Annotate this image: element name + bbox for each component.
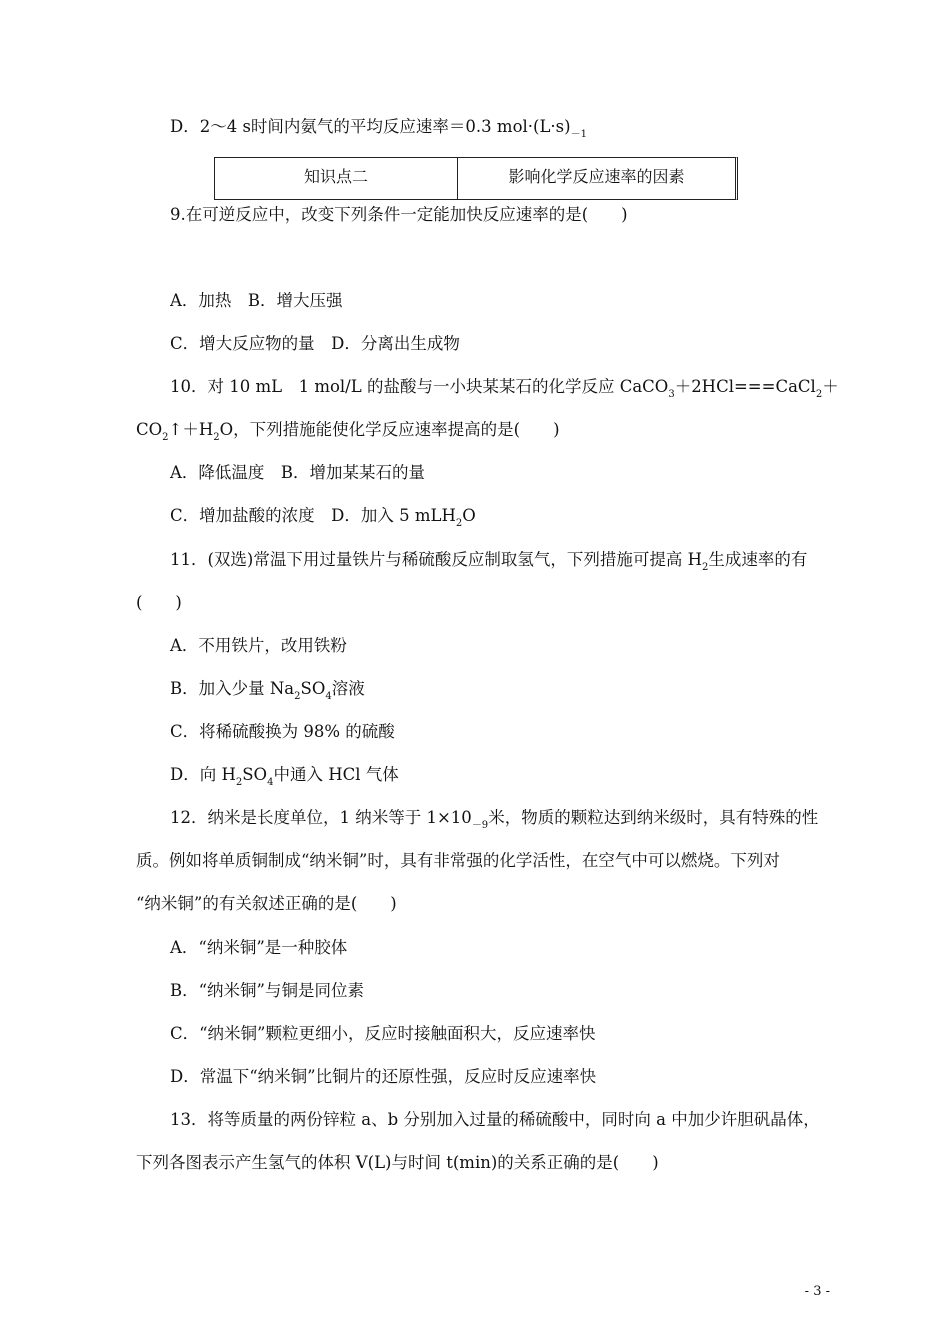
- q12-option-a: A．“纳米铜”是一种胶体: [170, 938, 348, 957]
- q10-stem-line1: 10．对 10 mL 1 mol/L 的盐酸与一小块某某石的化学反应 CaCO$_3$＋2HCl===CaCl$_2$＋: [170, 377, 839, 400]
- table-cell-topic: 影响化学反应速率的因素: [508, 167, 685, 186]
- q13-stem-line1: 13．将等质量的两份锌粒 a、b 分别加入过量的稀硫酸中，同时向 a 中加少许胆矾晶体，: [170, 1110, 820, 1129]
- q11-option-b: B．加入少量 $Na_2SO_4$溶液: [170, 679, 365, 702]
- q10-stem-line2: $CO_2↑+H_2O$，下列措施能使化学反应速率提高的是( ): [136, 420, 560, 443]
- q12-stem-line3: “纳米铜”的有关叙述正确的是( ): [136, 894, 397, 913]
- q10-options-cd: C．增加盐酸的浓度 D．加入 5 mLH$_2$O: [170, 506, 476, 529]
- q12-option-b: B．“纳米铜”与铜是同位素: [170, 981, 364, 1000]
- q12-stem-line2: 质。例如将单质铜制成“纳米铜”时，具有非常强的化学活性，在空气中可以燃烧。下列对: [136, 851, 780, 870]
- q9-stem: 9.在可逆反应中，改变下列条件一定能加快反应速率的是( ): [170, 205, 628, 224]
- q12-option-d: D．常温下“纳米铜”比铜片的还原性强，反应时反应速率快: [170, 1067, 597, 1086]
- q9-options-ab: A．加热 B．增大压强: [170, 291, 343, 310]
- q8-option-d: D．2～4 s时间内氨气的平均反应速率＝0.3 $mol\cdot(L\cdot s)_{-1}$: [170, 117, 587, 140]
- q12-option-c: C．“纳米铜”颗粒更细小，反应时接触面积大，反应速率快: [170, 1024, 596, 1043]
- q10-options-ab: A．降低温度 B．增加某某石的量: [170, 463, 426, 482]
- q9-options-cd: C．增大反应物的量 D．分离出生成物: [170, 334, 460, 353]
- q11-option-c: C．将稀硫酸换为 98% 的硫酸: [170, 722, 395, 741]
- q11-option-a: A．不用铁片，改用铁粉: [170, 636, 347, 655]
- q11-option-d: D．向 $H_2SO_4$中通入 HCl 气体: [170, 765, 399, 788]
- knowledge-point-table: [214, 157, 738, 200]
- q13-stem-line2: 下列各图表示产生氢气的体积 V(L)与时间 t(min)的关系正确的是( ): [136, 1153, 659, 1172]
- q11-stem-line1: 11．(双选)常温下用过量铁片与稀硫酸反应制取氢气，下列措施可提高 $H_2$生成速率的有: [170, 550, 808, 573]
- q11-stem-line2: ( ): [136, 593, 182, 612]
- page-number: - 3 -: [804, 1284, 830, 1299]
- q12-stem-line1: 12．纳米是长度单位，1 纳米等于 $1\times 10_{-9}$米，物质的颗粒达到纳米级时，具有特殊的性: [170, 808, 819, 831]
- table-cell-knowledge-point: 知识点二: [215, 158, 458, 199]
